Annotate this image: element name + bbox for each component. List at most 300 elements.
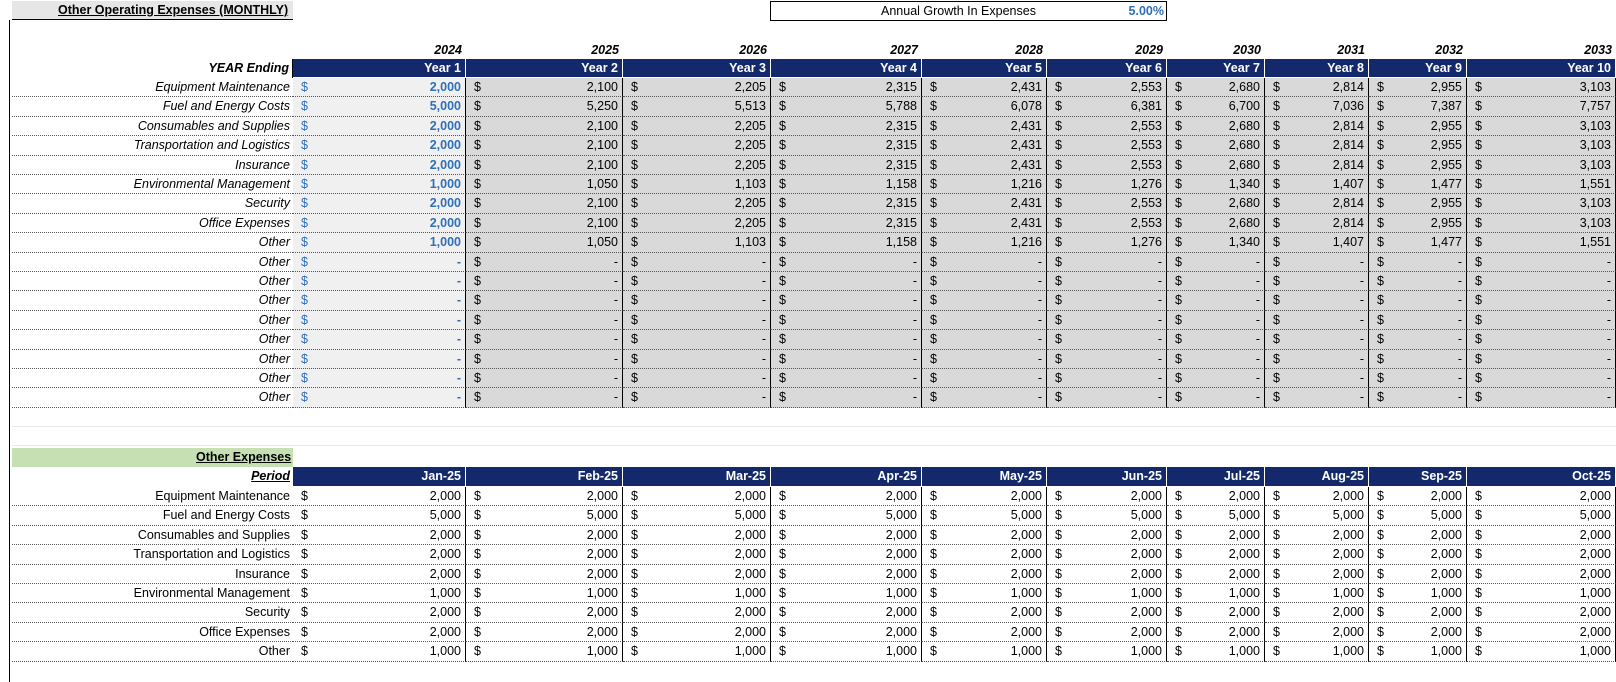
- cell-value: -: [1457, 332, 1462, 347]
- calc-cell: [1369, 117, 1467, 136]
- currency-symbol: $: [631, 605, 638, 620]
- input-cell[interactable]: [293, 253, 466, 272]
- cell-value: 2,205: [734, 196, 766, 211]
- cell-value: -: [456, 390, 461, 405]
- calc-cell: [1369, 194, 1467, 213]
- currency-symbol: $: [1055, 215, 1062, 230]
- calc-cell: [771, 330, 922, 349]
- month-cell: [1265, 623, 1369, 642]
- currency-symbol: $: [1377, 332, 1384, 347]
- input-cell[interactable]: [293, 388, 466, 407]
- cell-value: 2,680: [1228, 118, 1260, 133]
- cell-value: 1,050: [586, 235, 618, 250]
- currency-symbol: $: [1175, 332, 1182, 347]
- calc-cell: [922, 369, 1047, 388]
- currency-symbol: $: [1273, 390, 1280, 405]
- cell-value: -: [1359, 390, 1364, 405]
- calc-cell: [1167, 194, 1265, 213]
- currency-symbol: $: [631, 235, 638, 250]
- calc-cell: [1047, 253, 1167, 272]
- cell-value: -: [912, 274, 917, 288]
- currency-symbol: $: [1175, 293, 1182, 308]
- currency-symbol: $: [779, 586, 786, 600]
- cell-value: 2,000: [885, 489, 917, 503]
- currency-symbol: $: [631, 586, 638, 600]
- cell-value: 2,000: [1579, 489, 1611, 503]
- calc-cell: [1047, 369, 1167, 388]
- month-cell: [623, 487, 771, 506]
- year-header: Year 1: [293, 59, 466, 77]
- cell-value: 2,680: [1228, 80, 1260, 94]
- month-cell: [1047, 584, 1167, 603]
- blank-row: [12, 427, 1616, 446]
- currency-symbol: $: [474, 138, 481, 153]
- currency-symbol: $: [1273, 547, 1280, 562]
- calc-cell: [1369, 233, 1467, 252]
- currency-symbol: $: [1475, 566, 1482, 581]
- currency-symbol: $: [1055, 138, 1062, 153]
- currency-symbol: $: [930, 371, 937, 385]
- month-cell: [623, 584, 771, 603]
- month-cell: [771, 565, 922, 584]
- cell-value: -: [613, 274, 618, 288]
- cell-value: 2,000: [586, 489, 618, 503]
- cell-value: -: [761, 254, 766, 269]
- cell-value: -: [912, 351, 917, 366]
- currency-symbol: $: [1273, 274, 1280, 288]
- month-cell: [1467, 603, 1616, 622]
- currency-symbol: $: [1175, 390, 1182, 405]
- currency-symbol: $: [301, 177, 308, 191]
- cell-value: 1,000: [429, 644, 461, 659]
- input-cell[interactable]: [293, 233, 466, 252]
- cell-value: -: [456, 371, 461, 385]
- cell-value: 2,955: [1430, 118, 1462, 133]
- cell-value: 2,680: [1228, 196, 1260, 211]
- currency-symbol: $: [1377, 274, 1384, 288]
- calc-cell: [1265, 272, 1369, 291]
- month-cell: [1265, 545, 1369, 564]
- cell-value: 2,205: [734, 80, 766, 94]
- currency-symbol: $: [1273, 138, 1280, 153]
- month-cell: [771, 506, 922, 525]
- currency-symbol: $: [1475, 118, 1482, 133]
- row-label: Consumables and Supplies: [12, 117, 293, 136]
- currency-symbol: $: [1377, 215, 1384, 230]
- month-cell: [1167, 526, 1265, 545]
- currency-symbol: $: [631, 566, 638, 581]
- calc-cell: [1369, 78, 1467, 97]
- cell-value: -: [1606, 351, 1611, 366]
- month-cell: [922, 526, 1047, 545]
- month-cell: [293, 603, 466, 622]
- currency-symbol: $: [1475, 644, 1482, 659]
- cell-value: -: [1037, 332, 1042, 347]
- cell-value: 5,513: [734, 99, 766, 114]
- currency-symbol: $: [631, 177, 638, 191]
- currency-symbol: $: [1175, 254, 1182, 269]
- year-number: 2031: [1337, 43, 1365, 57]
- currency-symbol: $: [1273, 351, 1280, 366]
- currency-symbol: $: [1055, 235, 1062, 250]
- currency-symbol: $: [474, 586, 481, 600]
- cell-value: 1,276: [1130, 177, 1162, 191]
- cell-value: 5,000: [586, 508, 618, 523]
- input-cell[interactable]: [293, 330, 466, 349]
- cell-value: 2,553: [1130, 157, 1162, 172]
- cell-value: 1,000: [885, 644, 917, 659]
- calc-cell: [1265, 156, 1369, 175]
- currency-symbol: $: [1377, 138, 1384, 153]
- calc-cell: [623, 156, 771, 175]
- currency-symbol: $: [1055, 177, 1062, 191]
- cell-value: 2,100: [586, 118, 618, 133]
- calc-cell: [1265, 233, 1369, 252]
- input-cell[interactable]: [293, 214, 466, 233]
- currency-symbol: $: [1273, 196, 1280, 211]
- cell-value: -: [912, 371, 917, 385]
- cell-value: -: [456, 332, 461, 347]
- calc-cell: [466, 350, 623, 369]
- cell-value: -: [1359, 274, 1364, 288]
- cell-value: 2,553: [1130, 80, 1162, 94]
- currency-symbol: $: [930, 586, 937, 600]
- cell-value: -: [1606, 332, 1611, 347]
- cell-value: 2,000: [885, 605, 917, 620]
- month-cell: [1047, 565, 1167, 584]
- calc-cell: [623, 291, 771, 310]
- cell-value: 5,000: [429, 508, 461, 523]
- cell-value: -: [1359, 371, 1364, 385]
- calc-cell: [922, 272, 1047, 291]
- currency-symbol: $: [1377, 312, 1384, 327]
- currency-symbol: $: [301, 527, 308, 542]
- currency-symbol: $: [1475, 215, 1482, 230]
- cell-value: 2,553: [1130, 118, 1162, 133]
- month-cell: [1167, 487, 1265, 506]
- currency-symbol: $: [1055, 254, 1062, 269]
- currency-symbol: $: [930, 390, 937, 405]
- calc-cell: [1047, 156, 1167, 175]
- cell-value: -: [1457, 390, 1462, 405]
- calc-cell: [1467, 233, 1616, 252]
- cell-value: -: [613, 371, 618, 385]
- currency-symbol: $: [1175, 157, 1182, 172]
- month-cell: [623, 603, 771, 622]
- calc-cell: [922, 78, 1047, 97]
- currency-symbol: $: [930, 332, 937, 347]
- currency-symbol: $: [1377, 80, 1384, 94]
- cell-value: 1,000: [1430, 586, 1462, 600]
- cell-value: 2,000: [1430, 527, 1462, 542]
- cell-value: -: [613, 312, 618, 327]
- year-ending-label: YEAR Ending: [12, 59, 293, 78]
- month-cell: [771, 487, 922, 506]
- cell-value: -: [1255, 293, 1260, 308]
- calc-cell: [1265, 136, 1369, 155]
- currency-symbol: $: [930, 196, 937, 211]
- month-cell: [466, 506, 623, 525]
- calc-cell: [922, 136, 1047, 155]
- calc-cell: [623, 388, 771, 407]
- year-header: Year 4: [771, 59, 922, 77]
- cell-value: -: [1157, 351, 1162, 366]
- year-number: 2028: [1015, 43, 1043, 57]
- month-header: Jul-25: [1167, 467, 1265, 486]
- input-cell[interactable]: [293, 78, 466, 97]
- input-cell[interactable]: [293, 291, 466, 310]
- month-cell: [1265, 584, 1369, 603]
- cell-value: 2,000: [429, 624, 461, 639]
- cell-value: 2,000: [1332, 566, 1364, 581]
- row-label: Equipment Maintenance: [12, 78, 293, 97]
- cell-value: -: [613, 293, 618, 308]
- calc-cell: [1047, 233, 1167, 252]
- cell-value: 1,340: [1228, 177, 1260, 191]
- month-cell: [1265, 487, 1369, 506]
- cell-value: 2,000: [1430, 624, 1462, 639]
- cell-value: 2,315: [885, 196, 917, 211]
- month-cell: [1369, 545, 1467, 564]
- calc-cell: [771, 350, 922, 369]
- calc-cell: [1369, 369, 1467, 388]
- calc-cell: [1467, 291, 1616, 310]
- month-cell: [466, 584, 623, 603]
- currency-symbol: $: [474, 566, 481, 581]
- currency-symbol: $: [1475, 99, 1482, 114]
- currency-symbol: $: [631, 254, 638, 269]
- month-cell: [1265, 603, 1369, 622]
- calc-cell: [1167, 388, 1265, 407]
- cell-value: 2,431: [1010, 196, 1042, 211]
- year-number: 2029: [1135, 43, 1163, 57]
- cell-value: 1,477: [1430, 177, 1462, 191]
- currency-symbol: $: [1175, 351, 1182, 366]
- currency-symbol: $: [1055, 547, 1062, 562]
- currency-symbol: $: [1377, 177, 1384, 191]
- currency-symbol: $: [1273, 99, 1280, 114]
- currency-symbol: $: [631, 644, 638, 659]
- year-number: 2025: [591, 43, 619, 57]
- cell-value: -: [1457, 274, 1462, 288]
- cell-value: 1,407: [1332, 235, 1364, 250]
- month-cell: [771, 603, 922, 622]
- month-cell: [466, 545, 623, 564]
- cell-value: 1,407: [1332, 177, 1364, 191]
- calc-cell: [1047, 136, 1167, 155]
- cell-value: -: [613, 254, 618, 269]
- currency-symbol: $: [474, 215, 481, 230]
- calc-cell: [1167, 350, 1265, 369]
- row-label: Other: [12, 642, 293, 661]
- calc-cell: [623, 272, 771, 291]
- cell-value: 2,000: [429, 118, 461, 133]
- currency-symbol: $: [301, 196, 308, 211]
- currency-symbol: $: [1175, 80, 1182, 94]
- currency-symbol: $: [474, 489, 481, 503]
- cell-value: 2,553: [1130, 138, 1162, 153]
- calc-cell: [1265, 388, 1369, 407]
- cell-value: -: [456, 351, 461, 366]
- cell-value: 3,103: [1579, 157, 1611, 172]
- currency-symbol: $: [779, 605, 786, 620]
- cell-value: 5,000: [885, 508, 917, 523]
- input-cell[interactable]: [293, 156, 466, 175]
- month-header: Oct-25: [1467, 467, 1616, 486]
- calc-cell: [1467, 253, 1616, 272]
- currency-symbol: $: [631, 274, 638, 288]
- calc-cell: [1047, 78, 1167, 97]
- month-header: Jun-25: [1047, 467, 1167, 486]
- row-label: Other: [12, 369, 293, 388]
- cell-value: -: [1157, 371, 1162, 385]
- input-cell[interactable]: [293, 369, 466, 388]
- cell-value: 2,100: [586, 196, 618, 211]
- calc-cell: [1467, 330, 1616, 349]
- input-cell[interactable]: [293, 194, 466, 213]
- calc-cell: [1467, 214, 1616, 233]
- month-cell: [1047, 623, 1167, 642]
- input-cell[interactable]: [293, 272, 466, 291]
- calc-cell: [1167, 97, 1265, 116]
- currency-symbol: $: [301, 235, 308, 250]
- calc-cell: [1467, 117, 1616, 136]
- cell-value: 2,000: [1228, 527, 1260, 542]
- month-cell: [1369, 506, 1467, 525]
- month-cell: [466, 526, 623, 545]
- month-cell: [293, 642, 466, 661]
- cell-value: -: [1606, 390, 1611, 405]
- cell-value: 2,000: [885, 624, 917, 639]
- currency-symbol: $: [779, 80, 786, 94]
- currency-symbol: $: [474, 80, 481, 94]
- calc-cell: [623, 253, 771, 272]
- month-cell: [623, 623, 771, 642]
- calc-cell: [623, 97, 771, 116]
- cell-value: -: [1157, 254, 1162, 269]
- cell-value: 2,000: [1430, 605, 1462, 620]
- currency-symbol: $: [1475, 332, 1482, 347]
- month-header: Sep-25: [1369, 467, 1467, 486]
- cell-value: 2,000: [429, 566, 461, 581]
- calc-cell: [1265, 369, 1369, 388]
- input-cell[interactable]: [293, 117, 466, 136]
- cell-value: -: [1606, 293, 1611, 308]
- calc-cell: [1167, 214, 1265, 233]
- input-cell[interactable]: [293, 350, 466, 369]
- currency-symbol: $: [1175, 215, 1182, 230]
- currency-symbol: $: [474, 371, 481, 385]
- cell-value: -: [761, 274, 766, 288]
- calc-cell: [623, 233, 771, 252]
- cell-value: -: [1255, 274, 1260, 288]
- currency-symbol: $: [1475, 527, 1482, 542]
- currency-symbol: $: [631, 293, 638, 308]
- cell-value: -: [1037, 293, 1042, 308]
- cell-value: -: [1606, 254, 1611, 269]
- currency-symbol: $: [631, 157, 638, 172]
- input-cell[interactable]: [293, 97, 466, 116]
- cell-value: 2,000: [1332, 489, 1364, 503]
- cell-value: 2,000: [1130, 566, 1162, 581]
- growth-input[interactable]: 5.00%: [1128, 4, 1164, 18]
- currency-symbol: $: [1475, 235, 1482, 250]
- cell-value: -: [456, 254, 461, 269]
- currency-symbol: $: [1273, 235, 1280, 250]
- currency-symbol: $: [1273, 624, 1280, 639]
- currency-symbol: $: [1273, 118, 1280, 133]
- cell-value: 1,000: [1579, 644, 1611, 659]
- calc-cell: [623, 117, 771, 136]
- cell-value: 2,000: [1332, 605, 1364, 620]
- currency-symbol: $: [1273, 566, 1280, 581]
- calc-cell: [771, 233, 922, 252]
- row-label: Other: [12, 253, 293, 272]
- currency-symbol: $: [474, 390, 481, 405]
- cell-value: 1,000: [1130, 644, 1162, 659]
- calc-cell: [1467, 97, 1616, 116]
- month-cell: [922, 603, 1047, 622]
- calc-cell: [466, 97, 623, 116]
- cell-value: -: [1606, 371, 1611, 385]
- year-header: Year 2: [466, 59, 623, 77]
- year-header: Year 5: [922, 59, 1047, 77]
- currency-symbol: $: [1273, 293, 1280, 308]
- cell-value: 5,000: [734, 508, 766, 523]
- currency-symbol: $: [631, 371, 638, 385]
- calc-cell: [1265, 291, 1369, 310]
- currency-symbol: $: [474, 351, 481, 366]
- currency-symbol: $: [1273, 177, 1280, 191]
- currency-symbol: $: [474, 293, 481, 308]
- row-label: Transportation and Logistics: [12, 545, 293, 564]
- currency-symbol: $: [301, 371, 308, 385]
- currency-symbol: $: [779, 390, 786, 405]
- input-cell[interactable]: [293, 136, 466, 155]
- month-cell: [1167, 584, 1265, 603]
- cell-value: -: [1457, 312, 1462, 327]
- currency-symbol: $: [1475, 508, 1482, 523]
- currency-symbol: $: [1273, 215, 1280, 230]
- cell-value: -: [1359, 351, 1364, 366]
- cell-value: 2,000: [1579, 547, 1611, 562]
- calc-cell: [1265, 97, 1369, 116]
- section-title: Other Expenses: [196, 450, 292, 464]
- cell-value: 1,103: [734, 235, 766, 250]
- currency-symbol: $: [779, 235, 786, 250]
- input-cell[interactable]: [293, 311, 466, 330]
- calc-cell: [1167, 175, 1265, 194]
- calc-cell: [1369, 330, 1467, 349]
- cell-value: 2,205: [734, 157, 766, 172]
- calc-cell: [1167, 330, 1265, 349]
- row-label: Other: [12, 330, 293, 349]
- cell-value: 2,000: [429, 547, 461, 562]
- cell-value: 3,103: [1579, 118, 1611, 133]
- calc-cell: [771, 175, 922, 194]
- calc-cell: [623, 330, 771, 349]
- currency-symbol: $: [930, 157, 937, 172]
- year-header: Year 3: [623, 59, 771, 77]
- cell-value: -: [1255, 254, 1260, 269]
- currency-symbol: $: [1175, 566, 1182, 581]
- month-cell: [1167, 603, 1265, 622]
- cell-value: 2,000: [586, 566, 618, 581]
- calc-cell: [771, 78, 922, 97]
- input-cell[interactable]: [293, 175, 466, 194]
- currency-symbol: $: [474, 254, 481, 269]
- cell-value: -: [1037, 312, 1042, 327]
